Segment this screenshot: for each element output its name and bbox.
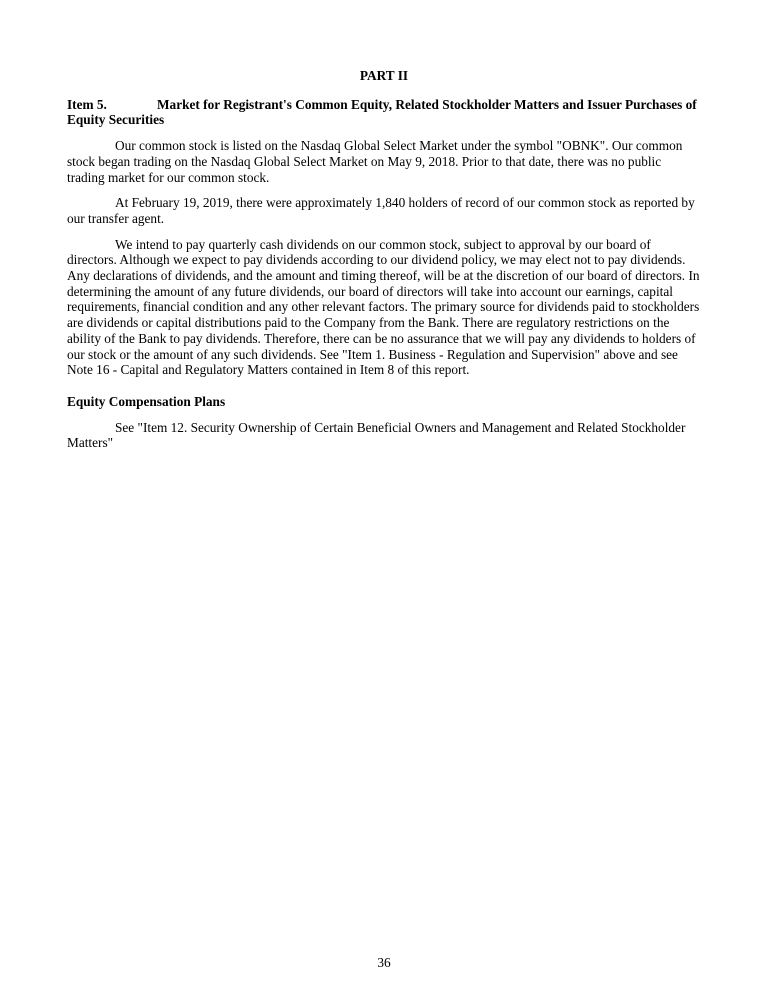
document-content	[67, 68, 701, 461]
item5-heading	[67, 97, 701, 128]
paragraph-dividends: We intend to pay quarterly cash dividends on our common stock, subject to approval by our board of directors. Although we expect to pay dividends according to our dividend policy, we may elect not to pay dividends. Any declarations of dividends, and the amount and timing thereof, will be at the discretion of our board of directors. In determining the amount of any future dividends, our board of directors will take into account our earnings, capital requirements, financial condition and any other relevant factors. The primary source for dividends paid to stockholders are dividends or capital distributions paid to the Company from the Bank. There are regulatory restrictions on the ability of the Bank to pay dividends. Therefore, there can be no assurance that we will pay any dividends to holders of our stock or the amount of any such dividends. See "Item 1. Business - Regulation and Supervision" above and see Note 16 - Capital and Regulatory Matters contained in Item 8 of this report.	[67, 236, 700, 378]
item5-label: Item 5.	[67, 96, 107, 112]
paragraph-equity-compensation: See "Item 12. Security Ownership of Certain Beneficial Owners and Management and Related Stockholder Matters"	[67, 419, 686, 451]
paragraph-listing-info: Our common stock is listed on the Nasdaq Global Select Market under the symbol "OBNK". Our common stock began trading on the Nasdaq Global Select Market on May 9, 2018. Prior to that date, there was no public trading market for our common stock.	[67, 138, 683, 185]
equity-compensation-heading: Equity Compensation Plans	[67, 393, 226, 409]
item5-title: Market for Registrant's Common Equity, Related Stockholder Matters and Issuer Purchases of Equity Securities	[67, 96, 697, 128]
page-number: 36	[377, 955, 391, 970]
part-title: PART II	[359, 68, 409, 83]
paragraph-holders-of-record: At February 19, 2019, there were approximately 1,840 holders of record of our common stock as reported by our transfer agent.	[67, 195, 695, 226]
